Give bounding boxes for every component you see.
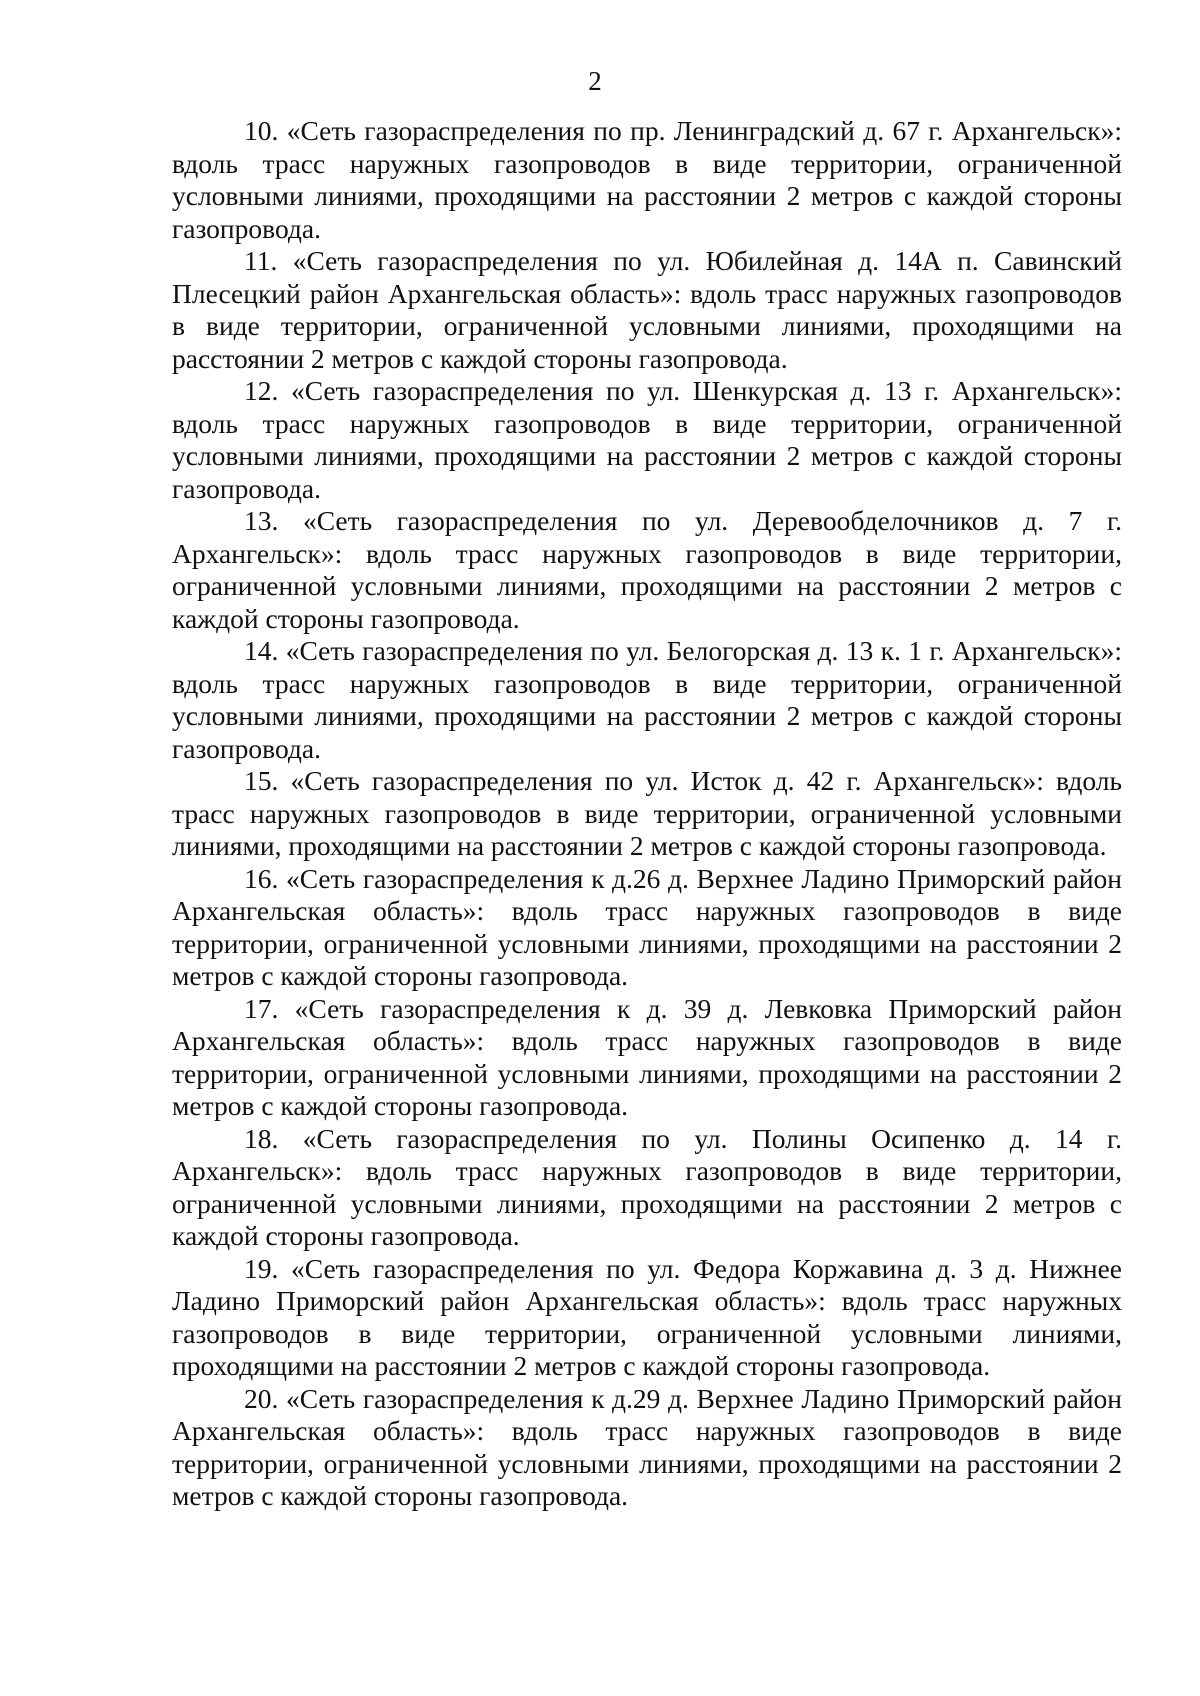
list-item: 11. «Сеть газораспределения по ул. Юбилейная д. 14А п. Савинский Плесецкий район Архангельская область»: вдоль трасс наружных газопроводов в виде территории, ограниченной условными линиями, проходящими на расстоянии 2 метров с каждой стороны газопровода. <box>172 245 1122 374</box>
document-body <box>172 115 1122 1513</box>
list-item: 17. «Сеть газораспределения к д. 39 д. Левковка Приморский район Архангельская область»: вдоль трасс наружных газопроводов в виде территории, ограниченной условными линиями, проходящими на расстоянии 2 метров с каждой стороны газопровода. <box>172 992 1122 1121</box>
list-item: 16. «Сеть газораспределения к д.26 д. Верхнее Ладино Приморский район Архангельская область»: вдоль трасс наружных газопроводов в виде территории, ограниченной условными линиями, проходящими на расстоянии 2 метров с каждой стороны газопровода. <box>172 862 1122 991</box>
list-item: 19. «Сеть газораспределения по ул. Федора Коржавина д. 3 д. Нижнее Ладино Приморский район Архангельская область»: вдоль трасс наружных газопроводов в виде территории, ограниченной условными линиями, проходящими на расстоянии 2 метров с каждой стороны газопровода. <box>172 1252 1122 1381</box>
list-item: 13. «Сеть газораспределения по ул. Деревообделочников д. 7 г. Архангельск»: вдоль трасс наружных газопроводов в виде территории, ограниченной условными линиями, проходящими на расстоянии 2 метров с каждой стороны газопровода. <box>172 505 1122 634</box>
page-number: 2 <box>588 66 602 96</box>
list-item: 12. «Сеть газораспределения по ул. Шенкурская д. 13 г. Архангельск»: вдоль трасс наружных газопроводов в виде территории, ограниченной условными линиями, проходящими на расстоянии 2 метров с каждой стороны газопровода. <box>172 375 1122 504</box>
list-item: 10. «Сеть газораспределения по пр. Ленинградский д. 67 г. Архангельск»: вдоль трасс наружных газопроводов в виде территории, ограниченной условными линиями, проходящими на расстоянии 2 метров с каждой стороны газопровода. <box>172 115 1122 244</box>
list-item: 14. «Сеть газораспределения по ул. Белогорская д. 13 к. 1 г. Архангельск»: вдоль трасс наружных газопроводов в виде территории, ограниченной условными линиями, проходящими на расстоянии 2 метров с каждой стороны газопровода. <box>172 635 1122 764</box>
list-item: 20. «Сеть газораспределения к д.29 д. Верхнее Ладино Приморский район Архангельская область»: вдоль трасс наружных газопроводов в виде территории, ограниченной условными линиями, проходящими на расстоянии 2 метров с каждой стороны газопровода. <box>172 1382 1122 1511</box>
list-item: 18. «Сеть газораспределения по ул. Полины Осипенко д. 14 г. Архангельск»: вдоль трасс наружных газопроводов в виде территории, ограниченной условными линиями, проходящими на расстоянии 2 метров с каждой стороны газопровода. <box>172 1122 1122 1251</box>
list-item: 15. «Сеть газораспределения по ул. Исток д. 42 г. Архангельск»: вдоль трасс наружных газопроводов в виде территории, ограниченной условными линиями, проходящими на расстоянии 2 метров с каждой стороны газопровода. <box>172 765 1122 861</box>
